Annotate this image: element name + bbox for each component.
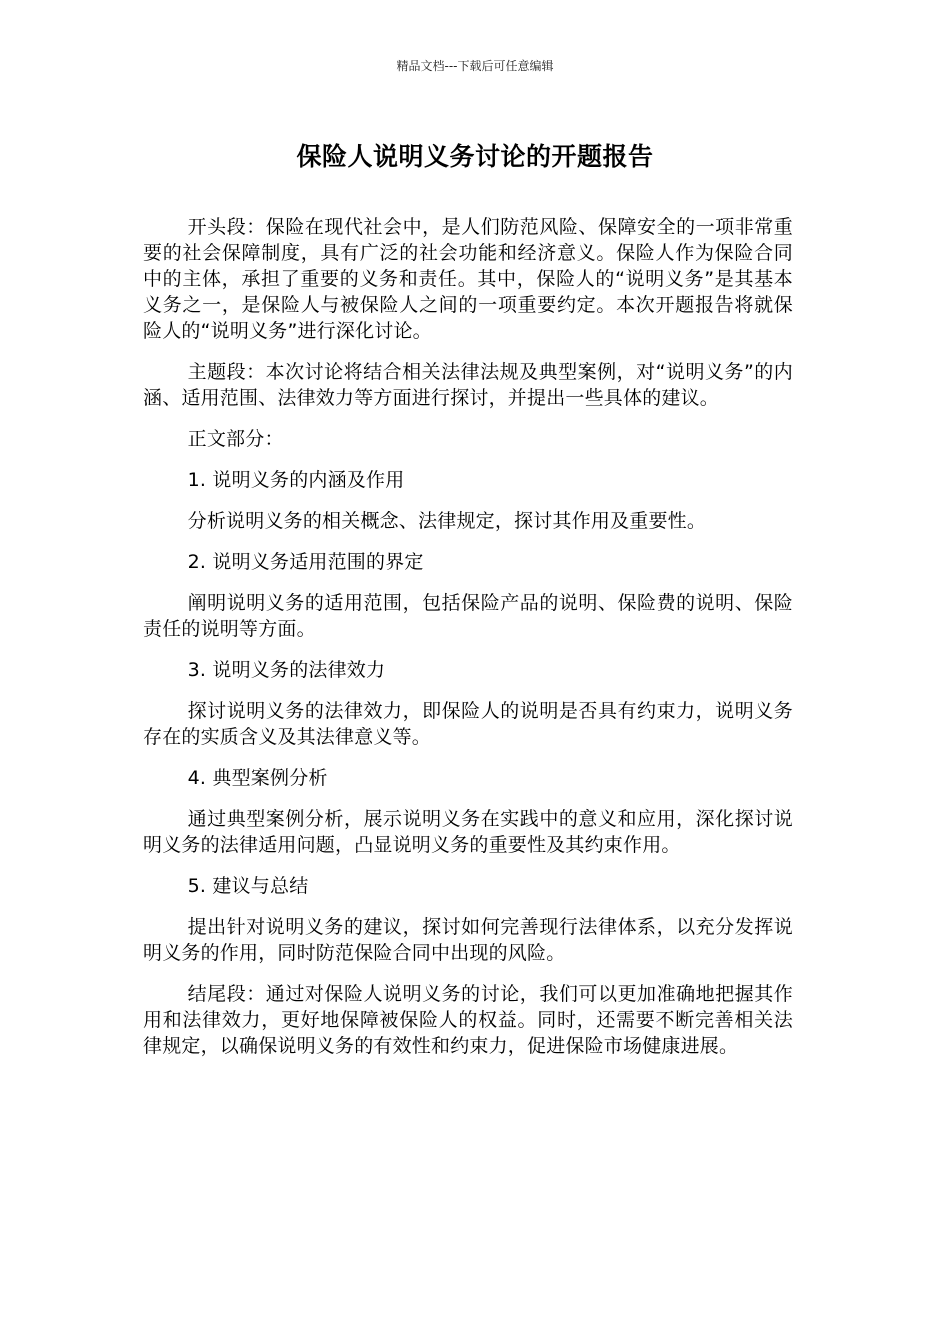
section-text-2: 阐明说明义务的适用范围，包括保险产品的说明、保险费的说明、保险责任的说明等方面。: [143, 592, 793, 640]
section-label-body: 正文部分：: [187, 428, 284, 450]
page-header: 精品文档---下载后可任意编辑: [396, 59, 554, 73]
document-body: [143, 214, 793, 1074]
section-heading-4: 4. 典型案例分析: [187, 767, 328, 789]
paragraph-theme: 主题段：本次讨论将结合相关法律法规及典型案例，对“说明义务”的内涵、适用范围、法律效力等方面进行探讨，并提出一些具体的建议。: [143, 361, 793, 409]
section-heading-2: 2. 说明义务适用范围的界定: [187, 551, 424, 573]
paragraph-opening: 开头段：保险在现代社会中，是人们防范风险、保障安全的一项非常重要的社会保障制度，具有广泛的社会功能和经济意义。保险人作为保险合同中的主体，承担了重要的义务和责任。其中，保险人的“说明义务”是其基本义务之一，是保险人与被保险人之间的一项重要约定。本次开题报告将就保险人的“说明义务”进行深化讨论。: [143, 216, 793, 342]
section-heading-5: 5. 建议与总结: [187, 875, 309, 897]
section-text-5: 提出针对说明义务的建议，探讨如何完善现行法律体系，以充分发挥说明义务的作用，同时防范保险合同中出现的风险。: [143, 916, 793, 964]
section-heading-1: 1. 说明义务的内涵及作用: [187, 469, 405, 491]
section-text-4: 通过典型案例分析，展示说明义务在实践中的意义和应用，深化探讨说明义务的法律适用问题，凸显说明义务的重要性及其约束作用。: [143, 808, 793, 856]
paragraph-closing: 结尾段：通过对保险人说明义务的讨论，我们可以更加准确地把握其作用和法律效力，更好地保障被保险人的权益。同时，还需要不断完善相关法律规定，以确保说明义务的有效性和约束力，促进保险市场健康进展。: [143, 983, 793, 1057]
section-text-3: 探讨说明义务的法律效力，即保险人的说明是否具有约束力，说明义务存在的实质含义及其法律意义等。: [143, 700, 793, 748]
section-heading-3: 3. 说明义务的法律效力: [187, 659, 386, 681]
section-text-1: 分析说明义务的相关概念、法律规定，探讨其作用及重要性。: [187, 510, 707, 532]
document-title: 保险人说明义务讨论的开题报告: [296, 142, 654, 171]
